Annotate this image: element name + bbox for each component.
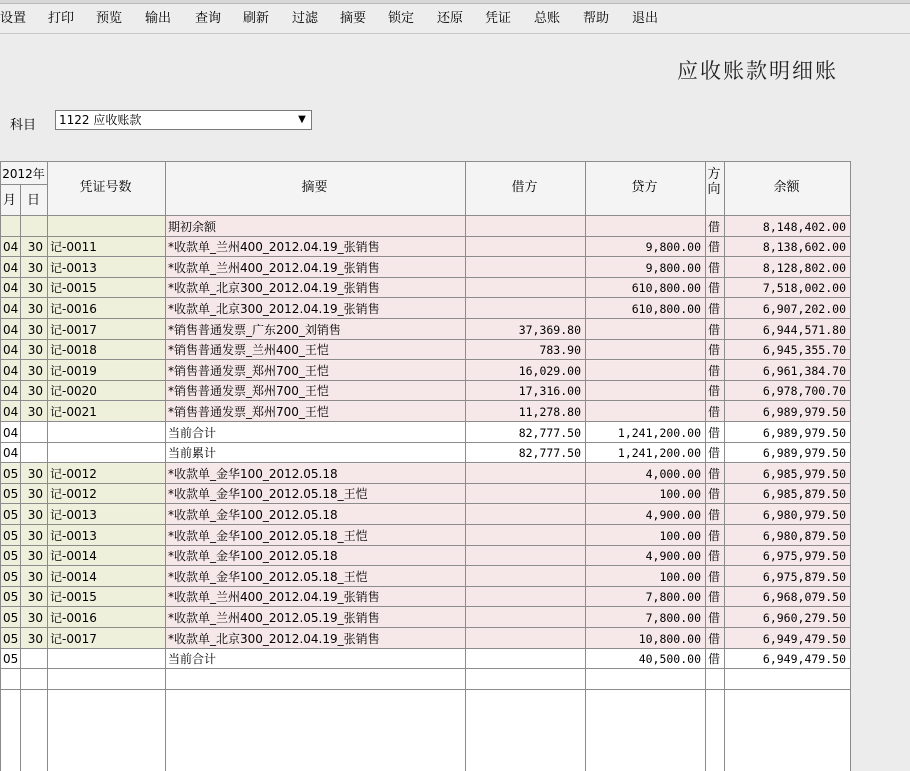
cell-debit <box>468 608 581 628</box>
cell-credit: 10,800.00 <box>638 631 701 646</box>
cell-direction: 借 <box>708 466 721 481</box>
cell-summary: *收款单_金华100_2012.05.18_王恺 <box>168 528 368 543</box>
cell-debit <box>468 278 581 298</box>
cell-summary: *收款单_兰州400_2012.04.19_张销售 <box>168 260 380 275</box>
menu-item-12[interactable]: 帮助 <box>583 11 610 26</box>
cell-summary: *收款单_兰州400_2012.05.19_张销售 <box>168 610 380 625</box>
cell-voucher: 记-0011 <box>50 240 97 255</box>
header-credit: 贷方 <box>631 180 658 195</box>
cell-debit: 16,029.00 <box>518 363 581 378</box>
cell-balance: 8,138,602.00 <box>762 240 846 255</box>
cell-month: 04 <box>3 384 19 399</box>
cell-voucher: 记-0012 <box>50 466 97 481</box>
cell-balance: 7,518,002.00 <box>762 281 846 296</box>
cell-credit: 1,241,200.00 <box>617 425 701 440</box>
header-voucher: 凭证号数 <box>79 180 132 195</box>
cell-summary: *销售普通发票_郑州700_王恺 <box>168 363 329 378</box>
cell-month: 05 <box>3 549 19 564</box>
menu-item-3[interactable]: 输出 <box>145 11 172 26</box>
cell-month <box>3 217 15 237</box>
cell-balance: 6,985,879.50 <box>762 487 846 502</box>
cell-voucher <box>50 217 161 237</box>
cell-credit <box>588 381 701 401</box>
menu-item-9[interactable]: 还原 <box>437 11 464 26</box>
header-direction: 方向 <box>707 167 721 197</box>
cell-day: 30 <box>27 384 43 399</box>
cell-balance: 6,989,979.50 <box>762 404 846 419</box>
cell-month: 04 <box>3 301 19 316</box>
cell-debit <box>468 649 581 669</box>
cell-direction: 借 <box>708 631 721 646</box>
cell-credit: 100.00 <box>659 528 701 543</box>
cell-balance: 6,989,979.50 <box>762 446 846 461</box>
cell-credit: 4,900.00 <box>645 507 701 522</box>
cell-debit: 11,278.80 <box>518 404 581 419</box>
cell-debit <box>468 567 581 587</box>
cell-balance: 6,968,079.50 <box>762 590 846 605</box>
menu-item-7[interactable]: 摘要 <box>340 11 367 26</box>
cell-balance: 6,961,384.70 <box>762 363 846 378</box>
cell-balance: 6,975,879.50 <box>762 569 846 584</box>
cell-voucher <box>50 443 161 463</box>
header-year: 2012年 <box>2 167 45 181</box>
cell-credit: 100.00 <box>659 487 701 502</box>
cell-balance: 6,980,879.50 <box>762 528 846 543</box>
cell-month: 05 <box>3 590 19 605</box>
cell-summary: 当前合计 <box>168 652 217 667</box>
cell-summary: *销售普通发票_兰州400_王恺 <box>168 343 329 358</box>
cell-direction: 借 <box>708 590 721 605</box>
cell-balance: 6,985,979.50 <box>762 466 846 481</box>
cell-summary: *收款单_北京300_2012.04.19_张销售 <box>168 631 380 646</box>
cell-direction: 借 <box>708 281 721 296</box>
cell-day: 30 <box>27 343 43 358</box>
cell-direction: 借 <box>708 425 721 440</box>
cell-debit <box>468 505 581 525</box>
cell-summary: *收款单_兰州400_2012.04.19_张销售 <box>168 590 380 605</box>
cell-voucher: 记-0013 <box>50 528 97 543</box>
menu-item-2[interactable]: 预览 <box>96 11 123 26</box>
cell-credit: 4,900.00 <box>645 549 701 564</box>
cell-credit: 610,800.00 <box>631 281 701 296</box>
ledger-table <box>0 161 910 771</box>
menu-item-1[interactable]: 打印 <box>48 11 75 26</box>
cell-voucher: 记-0014 <box>50 549 97 564</box>
cell-debit: 82,777.50 <box>518 425 581 440</box>
cell-voucher: 记-0021 <box>50 404 97 419</box>
cell-balance: 8,148,402.00 <box>762 219 846 234</box>
header-debit: 借方 <box>511 180 538 195</box>
cell-day: 30 <box>27 466 43 481</box>
cell-voucher: 记-0019 <box>50 363 97 378</box>
cell-day: 30 <box>27 404 43 419</box>
cell-summary: 期初余额 <box>168 219 217 234</box>
menu-item-5[interactable]: 刷新 <box>243 11 270 26</box>
cell-direction: 借 <box>708 528 721 543</box>
cell-voucher: 记-0015 <box>50 590 97 605</box>
cell-summary: *收款单_北京300_2012.04.19_张销售 <box>168 281 380 296</box>
cell-credit <box>588 320 701 340</box>
cell-month: 05 <box>3 487 19 502</box>
cell-debit: 17,316.00 <box>518 384 581 399</box>
cell-month: 05 <box>3 631 19 646</box>
cell-direction: 借 <box>708 569 721 584</box>
cell-month: 04 <box>3 240 19 255</box>
cell-direction: 借 <box>708 549 721 564</box>
cell-voucher <box>50 649 161 669</box>
cell-month: 05 <box>3 507 19 522</box>
cell-day: 30 <box>27 301 43 316</box>
cell-debit <box>468 526 581 546</box>
cell-debit: 82,777.50 <box>518 446 581 461</box>
cell-credit: 40,500.00 <box>638 652 701 667</box>
cell-day: 30 <box>27 322 43 337</box>
cell-voucher: 记-0018 <box>50 343 97 358</box>
header-summary: 摘要 <box>301 180 328 195</box>
header-month: 月 <box>2 193 16 208</box>
cell-balance: 8,128,802.00 <box>762 260 846 275</box>
cell-month: 05 <box>3 652 19 667</box>
cell-direction: 借 <box>708 322 721 337</box>
header-balance: 余额 <box>773 180 800 195</box>
cell-voucher: 记-0017 <box>50 631 97 646</box>
cell-debit <box>468 258 581 278</box>
cell-day <box>23 443 43 463</box>
menu-item-13[interactable]: 退出 <box>632 11 659 26</box>
cell-voucher: 记-0012 <box>50 487 97 502</box>
menu-item-11[interactable]: 总账 <box>534 11 561 26</box>
cell-day: 30 <box>27 260 43 275</box>
cell-day: 30 <box>27 549 43 564</box>
chevron-down-icon[interactable]: ▼ <box>298 114 306 125</box>
menu-item-10[interactable]: 凭证 <box>485 11 512 26</box>
cell-day: 30 <box>27 507 43 522</box>
cell-debit <box>468 629 581 649</box>
cell-day <box>23 217 43 237</box>
cell-balance: 6,949,479.50 <box>762 631 846 646</box>
cell-credit: 7,800.00 <box>645 610 701 625</box>
subject-value: 1122 应收账款 <box>59 113 142 127</box>
cell-summary: *销售普通发票_广东200_刘销售 <box>168 322 341 337</box>
cell-month: 04 <box>3 363 19 378</box>
cell-summary: *销售普通发票_郑州700_王恺 <box>168 384 329 399</box>
cell-summary: *收款单_金华100_2012.05.18 <box>168 549 338 564</box>
cell-month: 05 <box>3 569 19 584</box>
header-day: 日 <box>26 193 40 208</box>
cell-day: 30 <box>27 240 43 255</box>
cell-day: 30 <box>27 528 43 543</box>
cell-credit: 1,241,200.00 <box>617 446 701 461</box>
cell-debit <box>468 546 581 566</box>
cell-credit <box>588 340 701 360</box>
cell-month: 05 <box>3 466 19 481</box>
cell-month: 04 <box>3 343 19 358</box>
cell-credit: 100.00 <box>659 569 701 584</box>
cell-debit <box>468 237 581 257</box>
cell-debit <box>468 587 581 607</box>
cell-balance: 6,975,979.50 <box>762 549 846 564</box>
cell-day: 30 <box>27 590 43 605</box>
cell-credit: 7,800.00 <box>645 590 701 605</box>
cell-direction: 借 <box>708 301 721 316</box>
cell-month: 04 <box>3 322 19 337</box>
cell-balance: 6,960,279.50 <box>762 610 846 625</box>
cell-direction: 借 <box>708 610 721 625</box>
cell-debit <box>468 464 581 484</box>
cell-direction: 借 <box>708 240 721 255</box>
cell-credit: 610,800.00 <box>631 301 701 316</box>
cell-debit <box>468 217 581 237</box>
cell-debit: 783.90 <box>539 343 581 358</box>
cell-voucher: 记-0016 <box>50 610 97 625</box>
cell-direction: 借 <box>708 219 721 234</box>
cell-debit <box>468 484 581 504</box>
cell-balance: 6,980,979.50 <box>762 507 846 522</box>
menu-item-6[interactable]: 过滤 <box>292 11 319 26</box>
menu-item-4[interactable]: 查询 <box>195 11 222 26</box>
cell-month: 04 <box>3 446 19 461</box>
cell-direction: 借 <box>708 652 721 667</box>
cell-summary: 当前合计 <box>168 425 217 440</box>
cell-credit <box>588 217 701 237</box>
cell-credit <box>588 402 701 422</box>
cell-day: 30 <box>27 487 43 502</box>
cell-voucher: 记-0020 <box>50 384 97 399</box>
cell-direction: 借 <box>708 404 721 419</box>
cell-credit: 9,800.00 <box>645 260 701 275</box>
cell-day <box>23 423 43 443</box>
cell-day: 30 <box>27 631 43 646</box>
cell-balance: 6,945,355.70 <box>762 343 846 358</box>
cell-day: 30 <box>27 610 43 625</box>
cell-day: 30 <box>27 363 43 378</box>
menu-bar <box>0 4 910 34</box>
cell-balance: 6,978,700.70 <box>762 384 846 399</box>
cell-day: 30 <box>27 281 43 296</box>
cell-balance: 6,989,979.50 <box>762 425 846 440</box>
cell-voucher: 记-0013 <box>50 260 97 275</box>
cell-summary: *收款单_金华100_2012.05.18 <box>168 466 338 481</box>
menu-item-0[interactable]: 设置 <box>0 11 27 26</box>
cell-summary: *收款单_金华100_2012.05.18 <box>168 507 338 522</box>
cell-balance: 6,949,479.50 <box>762 652 846 667</box>
cell-credit <box>588 361 701 381</box>
cell-summary: *收款单_金华100_2012.05.18_王恺 <box>168 569 368 584</box>
cell-direction: 借 <box>708 384 721 399</box>
cell-voucher: 记-0013 <box>50 507 97 522</box>
cell-voucher: 记-0017 <box>50 322 97 337</box>
cell-debit: 37,369.80 <box>518 322 581 337</box>
cell-summary: *收款单_金华100_2012.05.18_王恺 <box>168 487 368 502</box>
cell-balance: 6,944,571.80 <box>762 322 846 337</box>
cell-direction: 借 <box>708 260 721 275</box>
cell-summary: *收款单_兰州400_2012.04.19_张销售 <box>168 240 380 255</box>
cell-direction: 借 <box>708 363 721 378</box>
cell-month: 04 <box>3 281 19 296</box>
menu-item-8[interactable]: 锁定 <box>388 11 415 26</box>
cell-month: 05 <box>3 610 19 625</box>
cell-month: 05 <box>3 528 19 543</box>
cell-day <box>23 649 43 669</box>
cell-summary: 当前累计 <box>168 446 217 461</box>
cell-direction: 借 <box>708 343 721 358</box>
cell-balance: 6,907,202.00 <box>762 301 846 316</box>
cell-month: 04 <box>3 260 19 275</box>
cell-month: 04 <box>3 425 19 440</box>
cell-credit: 4,000.00 <box>645 466 701 481</box>
cell-debit <box>468 299 581 319</box>
cell-voucher: 记-0016 <box>50 301 97 316</box>
cell-direction: 借 <box>708 446 721 461</box>
cell-summary: *销售普通发票_郑州700_王恺 <box>168 404 329 419</box>
cell-direction: 借 <box>708 487 721 502</box>
cell-day: 30 <box>27 569 43 584</box>
cell-voucher <box>50 423 161 443</box>
cell-voucher: 记-0015 <box>50 281 97 296</box>
cell-summary: *收款单_北京300_2012.04.19_张销售 <box>168 301 380 316</box>
cell-credit: 9,800.00 <box>645 240 701 255</box>
subject-label: 科目 <box>10 118 37 133</box>
cell-month: 04 <box>3 404 19 419</box>
page-title: 应收账款明细账 <box>677 59 838 83</box>
subject-select[interactable] <box>55 110 312 130</box>
cell-voucher: 记-0014 <box>50 569 97 584</box>
cell-direction: 借 <box>708 507 721 522</box>
